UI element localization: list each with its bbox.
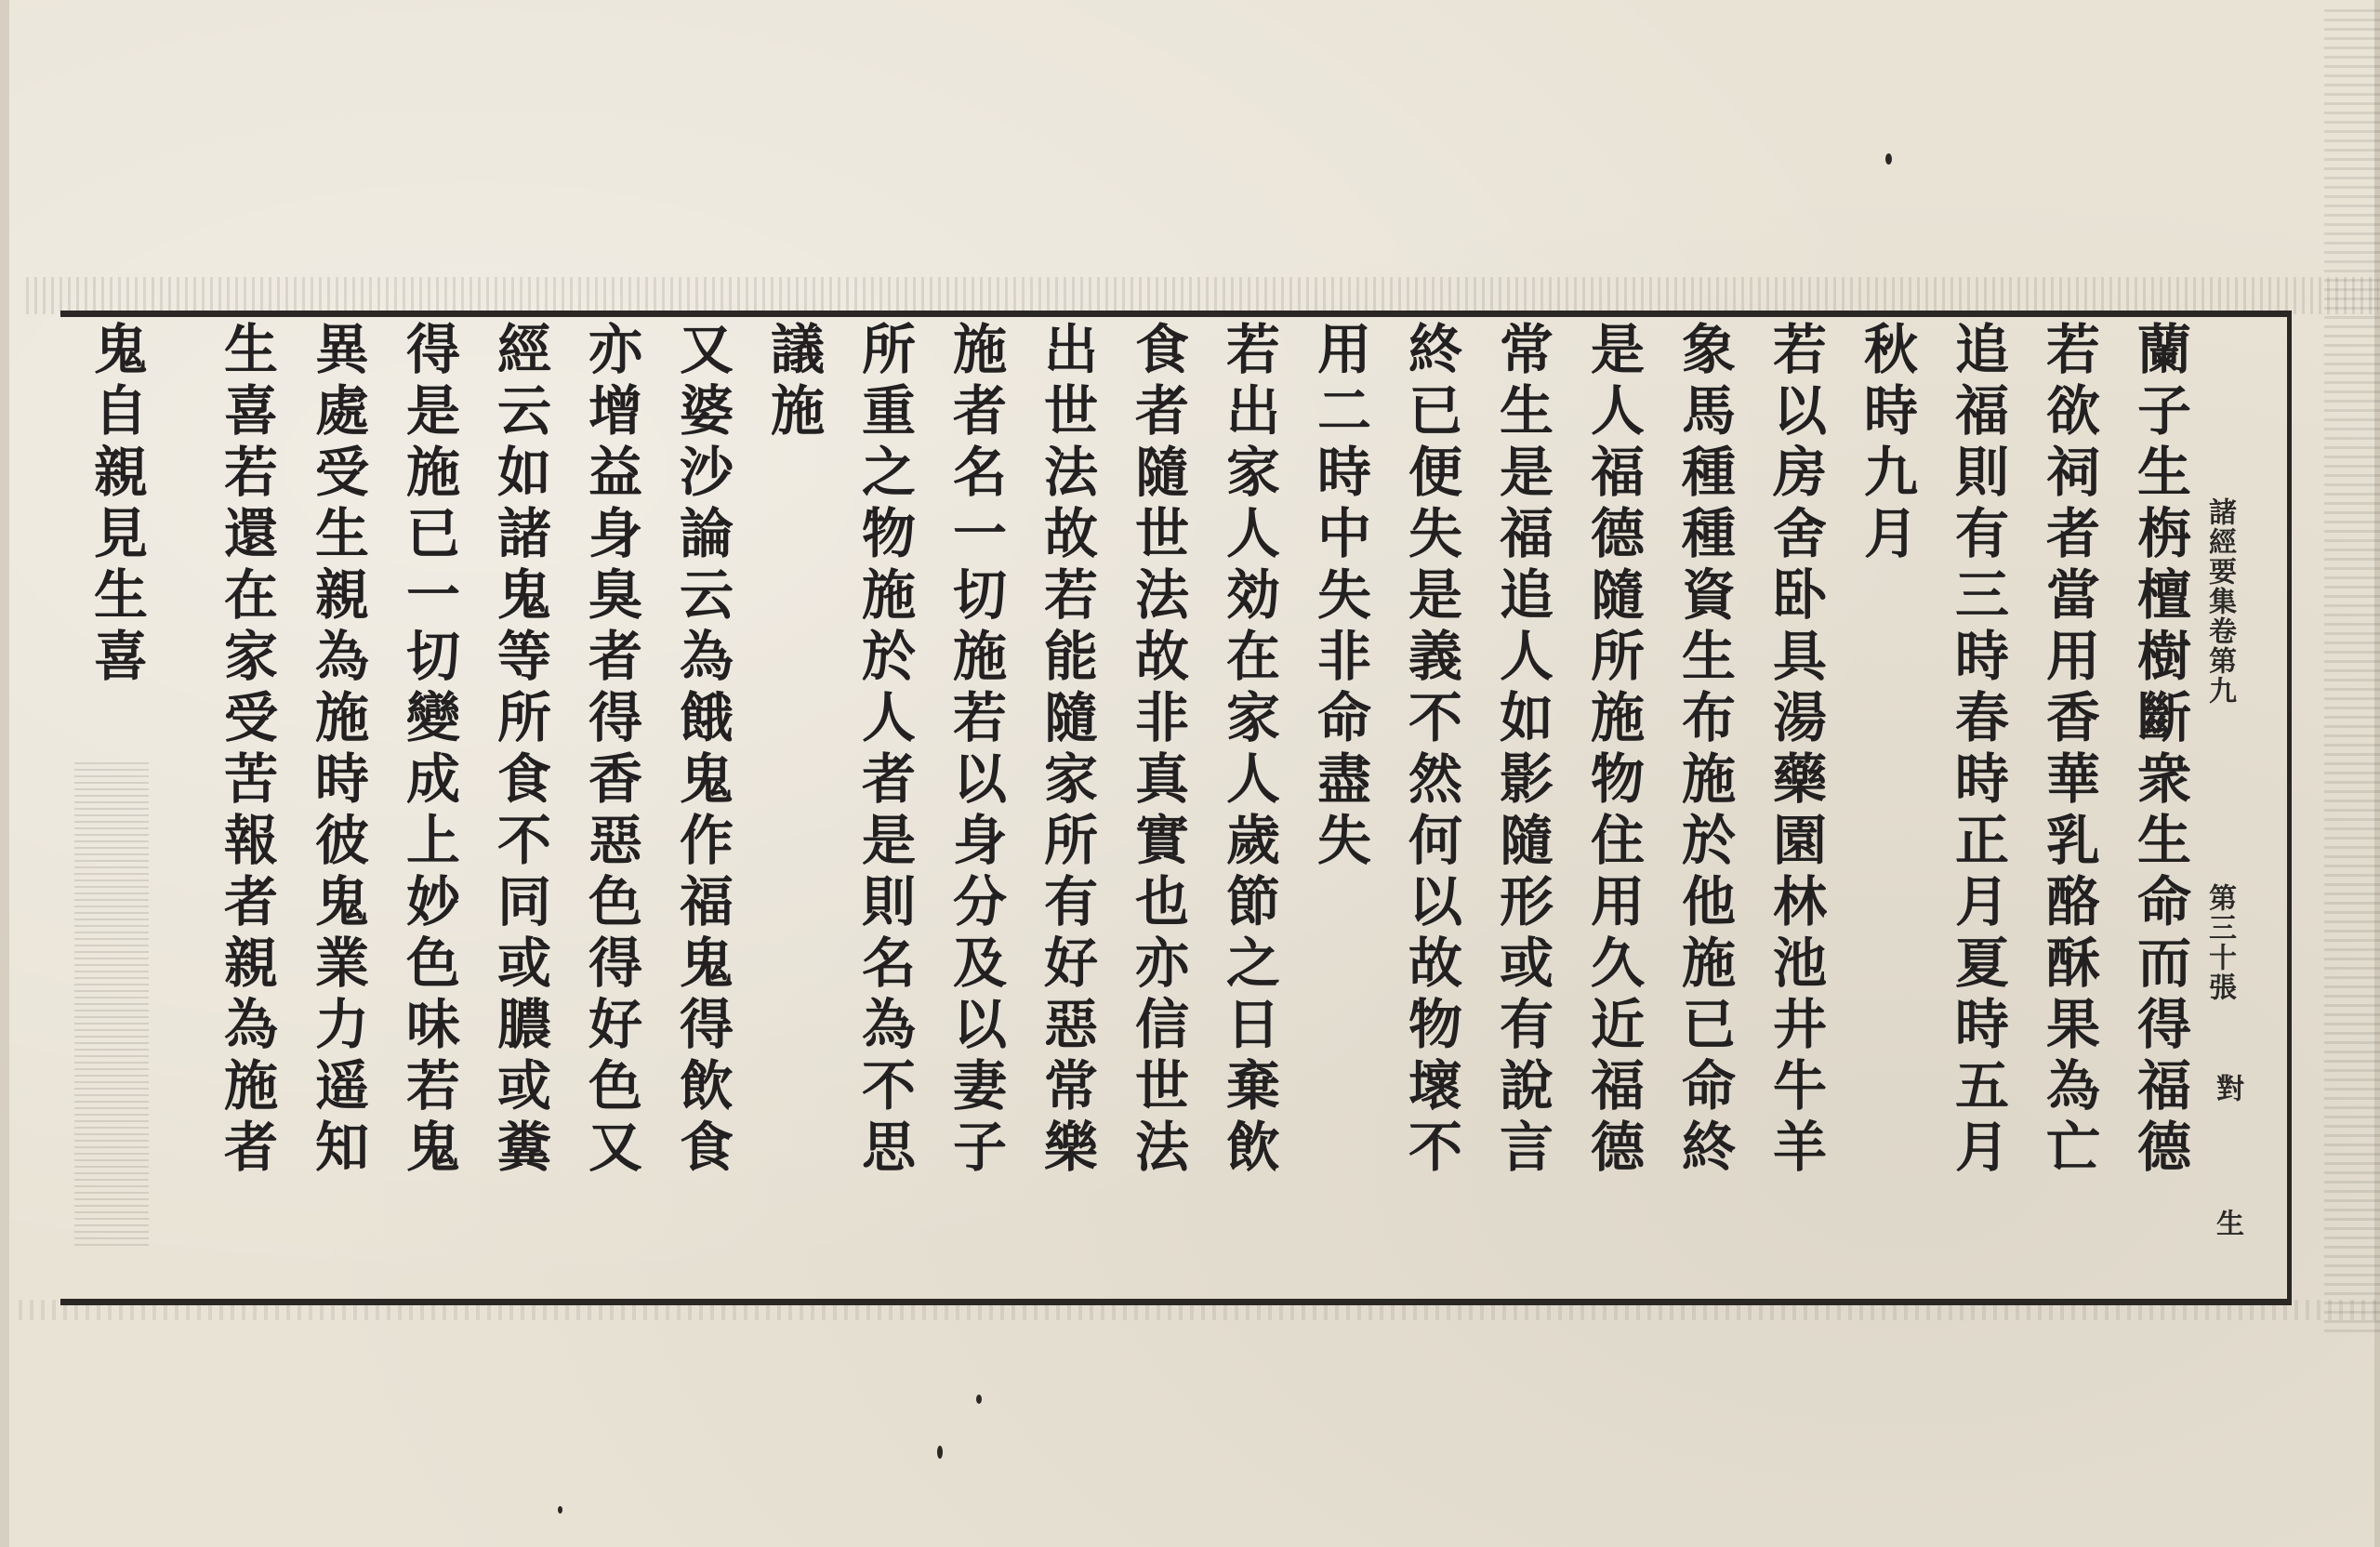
text-column-10: 用二時中失非命盡失 — [1308, 321, 1371, 873]
margin-mark: 對 — [2211, 1074, 2243, 1104]
paper-left-edge — [0, 0, 9, 1547]
text-column-1: 蘭子生栴檀樹斷衆生命而得福德 — [2128, 321, 2191, 1180]
text-column-5: 若以房舍卧具湯藥園林池井牛羊 — [1764, 321, 1827, 1180]
top-border-ink-smear — [26, 277, 2378, 314]
right-margin-ink-smear — [2324, 9, 2380, 1339]
text-column-16: 議施 — [761, 321, 825, 443]
text-column-3: 追福則有三時春時正月夏時五月 — [1946, 321, 2009, 1180]
text-column-7: 是人福德隨所施物住用久近福德 — [1581, 321, 1645, 1180]
text-column-6: 象馬種種資生布施於他施已命終 — [1673, 321, 1736, 1180]
text-column-8: 常生是福追人如影隨形或有說言 — [1490, 321, 1554, 1180]
text-column-23: 鬼自親見生喜 — [85, 321, 148, 689]
text-column-19: 經云如諸鬼等所食不同或膿或糞 — [488, 321, 551, 1180]
text-column-2: 若欲祠者當用香華乳酪酥果為亡 — [2037, 321, 2100, 1180]
text-column-12: 食者隨世法故非真實也亦信世法 — [1126, 321, 1189, 1180]
text-column-11: 若出家人効在家人歲節之日棄飲 — [1217, 321, 1280, 1180]
text-column-17: 又婆沙論云為餓鬼作福鬼得飲食 — [670, 321, 734, 1180]
margin-carver: 生 — [2211, 1209, 2243, 1238]
text-column-21: 異處受生親為施時彼鬼業力遥知 — [306, 321, 369, 1180]
text-column-13: 出世法故若能隨家所有好惡常樂 — [1035, 321, 1098, 1180]
text-column-20: 得是施已一切變成上妙色味若鬼 — [397, 321, 460, 1180]
text-column-18: 亦增益身臭者得香惡色得好色又 — [579, 321, 642, 1180]
margin-title: 諸經要集卷第九 — [2203, 497, 2236, 706]
ink-speck — [937, 1446, 943, 1459]
text-column-4: 秋時九月 — [1855, 321, 1918, 566]
margin-page-number: 第三十張 — [2203, 883, 2236, 1002]
ink-speck — [558, 1506, 562, 1514]
ink-speck — [1885, 153, 1892, 165]
text-column-22: 生喜若還在家受苦報者親為施者 — [215, 321, 278, 1180]
text-column-15: 所重之物施於人者是則名為不思 — [853, 321, 916, 1180]
ink-speck — [976, 1395, 982, 1404]
text-column-14: 施者名一切施若以身分及以妻子 — [944, 321, 1007, 1180]
text-column-9: 終已便失是義不然何以故物壞不 — [1399, 321, 1462, 1180]
